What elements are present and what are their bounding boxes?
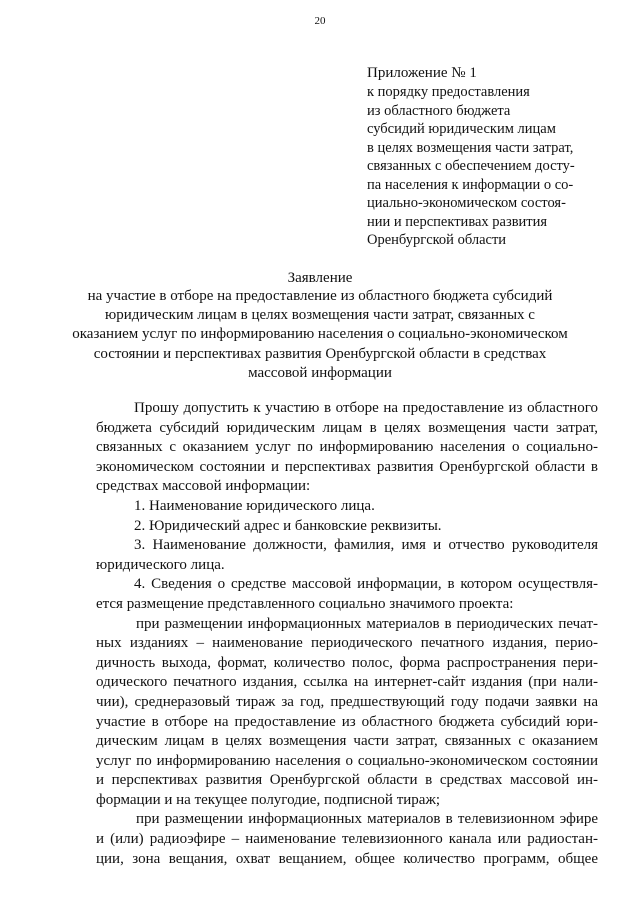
appendix-title: Приложение № 1 bbox=[367, 65, 477, 81]
body-line: одического печатного издания, ссылка на интернет-сайт издания (при нали- bbox=[96, 674, 598, 691]
body-line: 3. Наименование должности, фамилия, имя и отчество руководителя bbox=[134, 537, 598, 554]
body-line: при размещении информационных материалов в телевизионном эфире bbox=[136, 811, 598, 828]
appendix-line: из областного бюджета bbox=[367, 102, 511, 119]
body-line: ции, зона вещания, охват вещанием, общее количество программ, общее bbox=[96, 850, 598, 867]
body-line: ных изданиях – наименование периодического печатного издания, перио- bbox=[96, 635, 598, 652]
body-line: 1. Наименование юридического лица. bbox=[134, 497, 375, 514]
list-item-1 bbox=[96, 497, 598, 517]
appendix-line: в целях возмещения части затрат, bbox=[367, 139, 574, 156]
body-line: 2. Юридический адрес и банковские реквизиты. bbox=[134, 517, 442, 534]
body-line: средствах массовой информации: bbox=[96, 478, 311, 495]
body-line: Прошу допустить к участию в отборе на предоставление из областного bbox=[134, 400, 598, 416]
print-media-paragraph bbox=[96, 615, 598, 811]
subtitle-line: массовой информации bbox=[248, 364, 392, 381]
subtitle-line: оказанием услуг по информированию населения о социально-экономическом bbox=[72, 326, 568, 343]
body-line: формации и на текущее полугодие, подписной тираж; bbox=[96, 791, 440, 808]
subtitle-line: юридическим лицам в целях возмещения части затрат, связанных с bbox=[105, 307, 535, 324]
body-line: участие в отборе на предоставление из областного бюджета субсидий юри- bbox=[96, 713, 598, 730]
appendix-line: к порядку предоставления bbox=[367, 84, 530, 100]
document-subtitle bbox=[0, 287, 640, 383]
page-number: 20 bbox=[314, 15, 326, 27]
subtitle-line: состоянии и перспективах развития Оренбургской области в средствах bbox=[93, 345, 547, 362]
body-line: дичность выхода, формат, количество полос, форма распространения пери- bbox=[96, 654, 598, 671]
appendix-block bbox=[367, 63, 607, 250]
list-item-2 bbox=[96, 517, 598, 537]
broadcast-paragraph bbox=[96, 810, 598, 869]
body-line: и перспективах развития Оренбургской области в средствах массовой ин- bbox=[96, 772, 598, 789]
body-line: услуг по информированию населения о социально-экономическом состоянии bbox=[96, 752, 598, 769]
body-line: связанных с оказанием услуг по информированию населения о социально- bbox=[96, 439, 598, 456]
appendix-line: нии и перспективах развития bbox=[367, 213, 548, 230]
list-item-4 bbox=[96, 575, 598, 614]
appendix-line: Оренбургской области bbox=[367, 232, 507, 248]
appendix-line: субсидий юридическим лицам bbox=[367, 121, 556, 137]
body-line: юридического лица. bbox=[96, 556, 225, 573]
subtitle-line: на участие в отборе на предоставление из областного бюджета субсидий bbox=[87, 288, 553, 304]
body-line: экономическом состоянии и перспективах развития Оренбургской области в bbox=[96, 458, 598, 475]
body-line: 4. Сведения о средстве массовой информации, в котором осуществля- bbox=[134, 576, 598, 593]
list-item-3 bbox=[96, 536, 598, 575]
body-line: бюджета субсидий юридическим лицам в целях возмещения части затрат, bbox=[96, 419, 598, 436]
body-line: и (или) радиоэфире – наименование телевизионного канала или радиостан- bbox=[96, 831, 598, 848]
body-line: ется размещение представленного социально значимого проекта: bbox=[96, 595, 514, 612]
appendix-line: па населения к информации о со- bbox=[367, 176, 574, 193]
body-line: чии), среднеразовый тираж за год, предшествующий году подачи заявки на bbox=[96, 693, 598, 710]
document-body bbox=[96, 399, 598, 869]
body-line: при размещении информационных материалов в периодических печат- bbox=[136, 615, 598, 632]
body-line: дическим лицам в целях возмещения части затрат, связанных с оказанием bbox=[96, 733, 598, 750]
document-title: Заявление bbox=[287, 270, 353, 286]
appendix-line: связанных с обеспечением досту- bbox=[367, 158, 575, 174]
appendix-line: циально-экономическом состоя- bbox=[367, 195, 566, 211]
intro-paragraph bbox=[96, 399, 598, 497]
